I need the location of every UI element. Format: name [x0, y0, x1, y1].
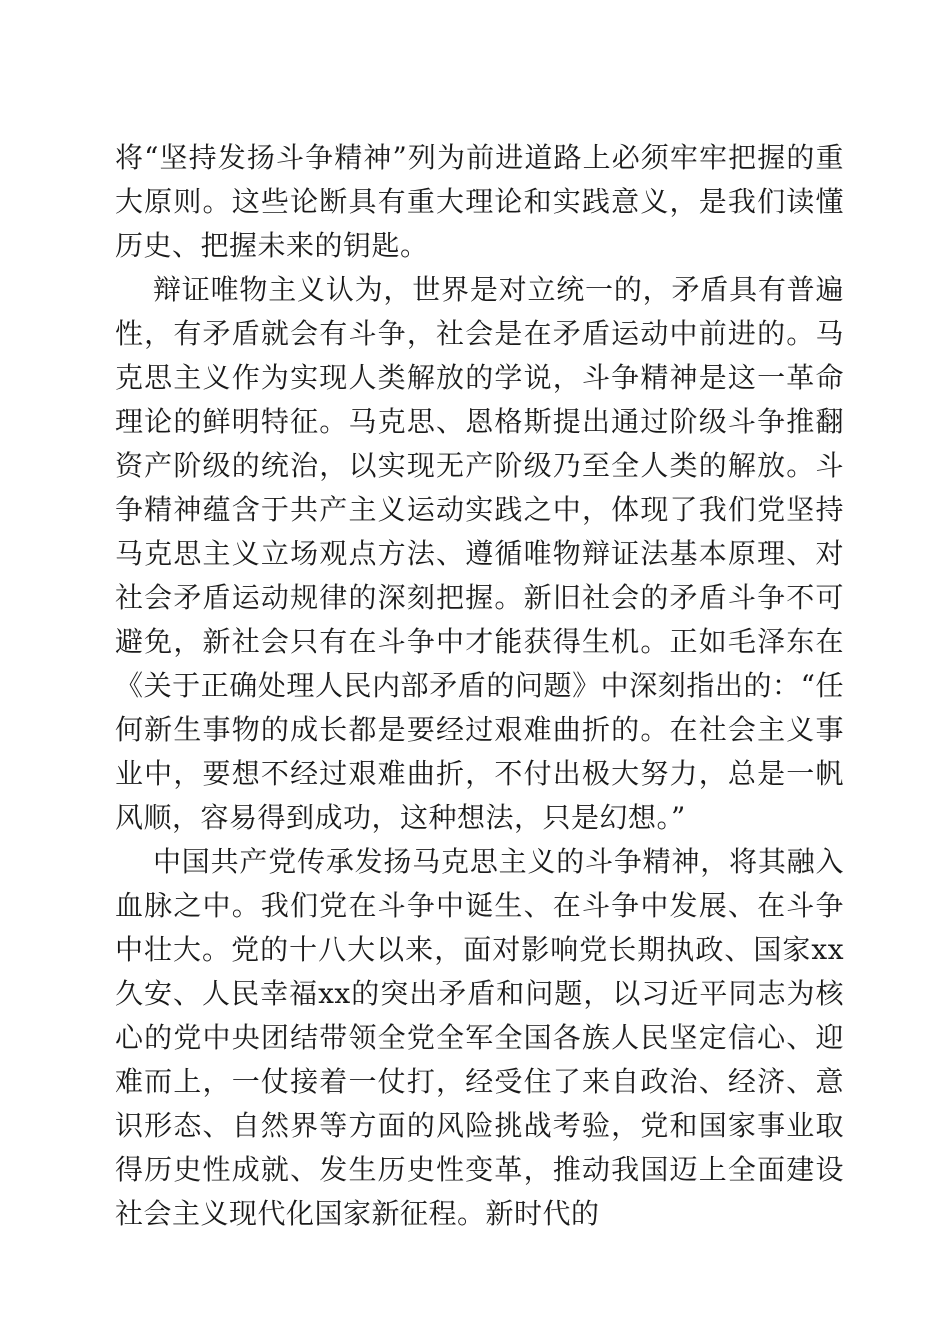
paragraph-dialectical-materialism: 辩证唯物主义认为，世界是对立统一的，矛盾具有普遍性，有矛盾就会有斗争，社会是在矛盾运动中前进的。马克思主义作为实现人类解放的学说，斗争精神是这一革命理论的鲜明特征。马克思、恩格斯提出通过阶级斗争推翻资产阶级的统治，以实现无产阶级乃至全人类的解放。斗争精神蕴含于共产主义运动实践之中，体现了我们党坚持马克思主义立场观点方法、遵循唯物辩证法基本原理、对社会矛盾运动规律的深刻把握。新旧社会的矛盾斗争不可避免，新社会只有在斗争中才能获得生机。正如毛泽东在《关于正确处理人民内部矛盾的问题》中深刻指出的：“任何新生事物的成长都是要经过艰难曲折的。在社会主义事业中，要想不经过艰难曲折，不付出极大努力，总是一帆风顺，容易得到成功，这种想法，只是幻想。”: [115, 273, 844, 834]
paragraph-continuation: 将“坚持发扬斗争精神”列为前进道路上必须牢牢把握的重大原则。这些论断具有重大理论和实践意义，是我们读懂历史、把握未来的钥匙。: [115, 141, 844, 262]
paragraph-cpc-struggle-spirit: 中国共产党传承发扬马克思主义的斗争精神，将其融入血脉之中。我们党在斗争中诞生、在斗争中发展、在斗争中壮大。党的十八大以来，面对影响党长期执政、国家xx久安、人民幸福xx的突出矛盾和问题，以习近平同志为核心的党中央团结带领全党全军全国各族人民坚定信心、迎难而上，一仗接着一仗打，经受住了来自政治、经济、意识形态、自然界等方面的风险挑战考验，党和国家事业取得历史性成就、发生历史性变革，推动我国迈上全面建设社会主义现代化国家新征程。新时代的: [115, 845, 844, 1230]
